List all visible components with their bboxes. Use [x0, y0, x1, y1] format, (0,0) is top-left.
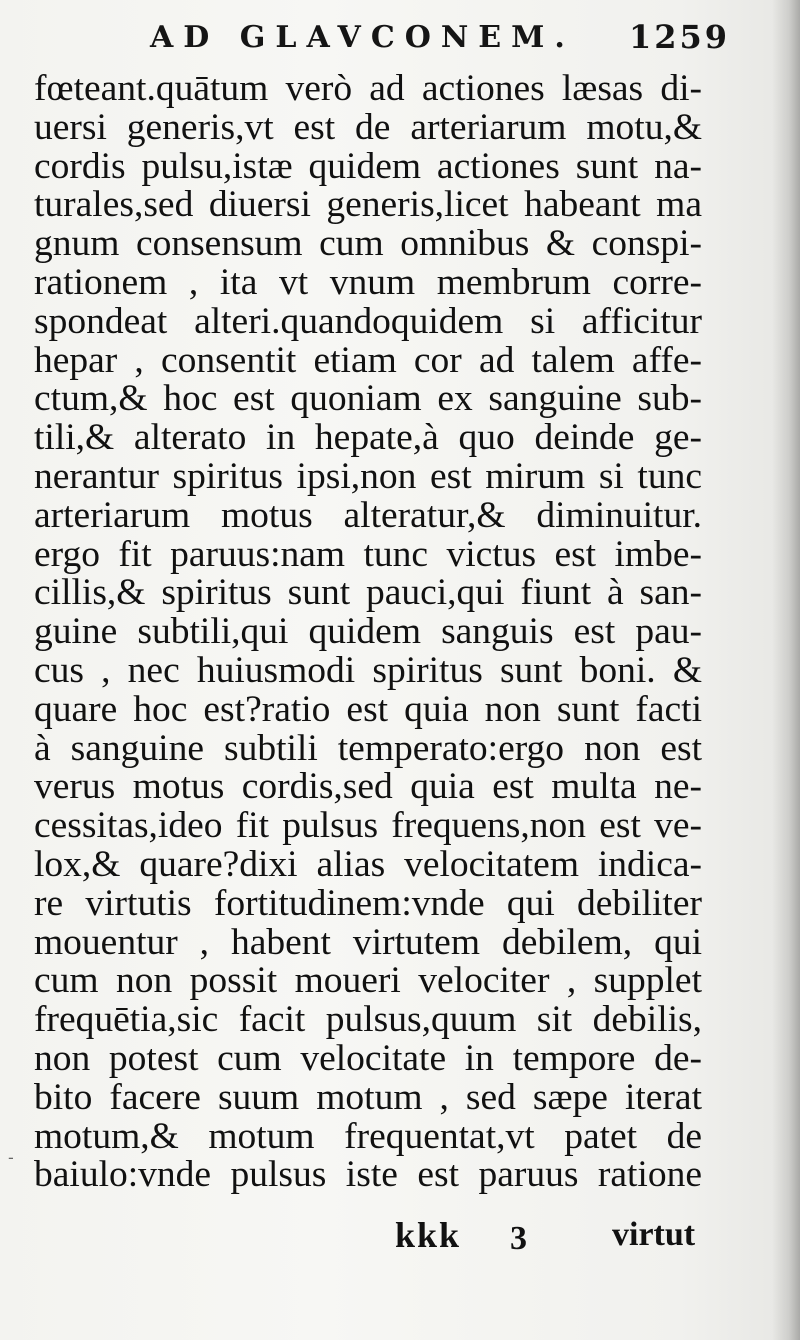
page-header [150, 16, 730, 66]
text-line: tili,& alterato in hepate,à quo deinde ge- [34, 417, 702, 459]
text-line: verus motus cordis,sed quia est multa ne- [34, 766, 702, 808]
text-line: cum non possit moueri velociter , supplet [34, 960, 702, 1002]
text-line: spondeat alteri.quandoquidem si afficitur [34, 300, 702, 342]
signature-mark: kkk [395, 1215, 462, 1255]
text-line: nerantur spiritus ipsi,non est mirum si tunc [34, 455, 702, 497]
text-line: lox,& quare?dixi alias velocitatem indica- [34, 843, 702, 885]
text-line: arteriarum motus alteratur,& diminuitur. [34, 494, 702, 536]
page-number: 1259 [628, 18, 730, 56]
catchword: virtut [612, 1216, 696, 1253]
text-line: motum,& motum frequentat,vt patet de [34, 1115, 702, 1157]
text-line: uersi generis,vt est de arteriarum motu,& [34, 106, 702, 148]
running-head: AD GLAVCONEM. [150, 20, 575, 55]
text-line: frequētia,sic facit pulsus,quum sit debilis, [34, 999, 702, 1041]
text-line: fœteant.quātum verò ad actiones læsas di- [34, 68, 702, 109]
page-gutter-shadow [772, 0, 800, 1340]
body-text [34, 70, 702, 1195]
text-line: à sanguine subtili temperato:ergo non est [34, 727, 702, 769]
text-line: hepar , consentit etiam cor ad talem affe- [34, 339, 702, 381]
text-line: cillis,& spiritus sunt pauci,qui fiunt à san- [34, 572, 702, 614]
text-line: quare hoc est?ratio est quia non sunt facti [34, 688, 702, 730]
text-line: mouentur , habent virtutem debilem, qui [34, 921, 702, 963]
page-footer [0, 1214, 800, 1264]
text-line: rationem , ita vt vnum membrum corre- [34, 261, 702, 303]
text-line: re virtutis fortitudinem:vnde qui debiliter [34, 882, 702, 924]
signature-number: 3 [510, 1220, 527, 1257]
text-line: bito facere suum motum , sed sæpe iterat [34, 1076, 702, 1118]
margin-mark: - [8, 1148, 14, 1167]
text-line: non potest cum velocitate in tempore de- [34, 1037, 702, 1079]
text-line: ctum,& hoc est quoniam ex sanguine sub- [34, 378, 702, 420]
text-line: cordis pulsu,istæ quidem actiones sunt na- [34, 145, 702, 187]
text-line: gnum consensum cum omnibus & conspi- [34, 223, 702, 265]
text-line: cus , nec huiusmodi spiritus sunt boni. & [34, 649, 702, 691]
text-line: turales,sed diuersi generis,licet habeant ma [34, 184, 702, 226]
text-line: cessitas,ideo fit pulsus frequens,non est ve- [34, 805, 702, 847]
text-line: baiulo:vnde pulsus iste est paruus ratione [34, 1154, 702, 1196]
text-line: guine subtili,qui quidem sanguis est pau- [34, 611, 702, 653]
text-line: ergo fit paruus:nam tunc victus est imbe- [34, 533, 702, 575]
